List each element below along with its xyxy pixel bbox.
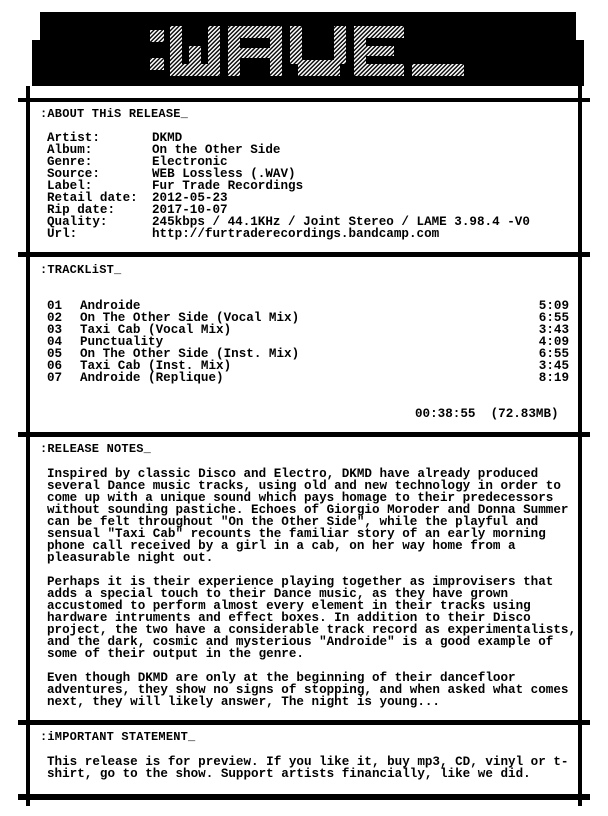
track-time: 4:09: [538, 335, 569, 349]
divider-1: [18, 252, 590, 257]
wave-logo: [148, 20, 468, 82]
field-label: Source:: [47, 167, 100, 181]
field-value: 2012-05-23: [152, 191, 228, 205]
track-time: 6:55: [538, 311, 569, 325]
track-number: 06: [47, 359, 63, 373]
track-number: 04: [47, 335, 63, 349]
field-value: Electronic: [152, 155, 228, 169]
track-title: On The Other Side (Inst. Mix): [80, 347, 300, 361]
field-value: Fur Trade Recordings: [152, 179, 304, 193]
track-title: Punctuality: [80, 335, 164, 349]
about-title: :ABOUT THiS RELEASE_: [40, 107, 189, 121]
field-label: Album:: [47, 143, 93, 157]
field-value[interactable]: http://furtraderecordings.bandcamp.com: [152, 227, 440, 241]
track-title: Taxi Cab (Inst. Mix): [80, 359, 232, 373]
field-label: Quality:: [47, 215, 108, 229]
field-label: Artist:: [47, 131, 100, 145]
notes-paragraph: Perhaps it is their experience playing together as improvisers that adds a special touch to their Dance music, as they have grown accustomed to perform almost every element in their tracks using hardware intruments and effect boxes. In addition to their Disco project, the two have a considerable track record as experimentalists, and the dark, cosmic and mysterious "Androide" is a good example of some of their output in the genre.: [47, 575, 577, 661]
notes-title: :RELEASE NOTES_: [40, 442, 152, 456]
notes-paragraph: Even though DKMD are only at the beginning of their dancefloor adventures, they show no signs of stopping, and when asked what comes next, they will likely answer, The night is young...: [47, 671, 569, 709]
track-title: Taxi Cab (Vocal Mix): [80, 323, 232, 337]
field-label: Retail date:: [47, 191, 138, 205]
field-label: Label:: [47, 179, 93, 193]
track-time: 8:19: [538, 371, 569, 385]
track-title: Androide: [80, 299, 141, 313]
field-label: Rip date:: [47, 203, 116, 217]
frame-left: [26, 86, 30, 806]
field-value: 2017-10-07: [152, 203, 228, 217]
field-value: WEB Lossless (.WAV): [152, 167, 296, 181]
field-value: DKMD: [152, 131, 183, 145]
tracklist-title: :TRACKLiST_: [40, 263, 122, 277]
field-label: Genre:: [47, 155, 93, 169]
track-number: 05: [47, 347, 63, 361]
divider-2: [18, 432, 590, 437]
track-number: 07: [47, 371, 63, 385]
divider-3: [18, 720, 590, 725]
track-row: [47, 372, 569, 384]
track-time: 6:55: [538, 347, 569, 361]
track-time: 3:45: [538, 359, 569, 373]
field-value: 245kbps / 44.1KHz / Joint Stereo / LAME 3.98.4 -V0: [152, 215, 530, 229]
statement-title: :iMPORTANT STATEMENT_: [40, 730, 196, 744]
statement-text: This release is for preview. If you like it, buy mp3, CD, vinyl or t-shirt, go to the show. Support artists financially, like we did.: [47, 755, 569, 781]
frame-bottom: [18, 794, 590, 800]
frame-top: [18, 98, 590, 102]
track-number: 03: [47, 323, 63, 337]
tracklist-total: 00:38:55 (72.83MB): [415, 407, 559, 421]
track-number: 01: [47, 299, 63, 313]
track-time: 3:43: [538, 323, 569, 337]
track-time: 5:09: [538, 299, 569, 313]
field-label: Url:: [47, 227, 78, 241]
track-title: On The Other Side (Vocal Mix): [80, 311, 300, 325]
track-number: 02: [47, 311, 63, 325]
field-value: On the Other Side: [152, 143, 281, 157]
notes-paragraph: Inspired by classic Disco and Electro, DKMD have already produced several Dance music tracks, using old and new technology in order to come up with a unique sound which pays homage to their predecessors without sounding pastiche. Echoes of Giorgio Moroder and Donna Summer can be felt throughout "On the Other Side", while the playful and sensual "Taxi Cab" recounts the familiar story of an early morning phone call received by a girl in a cab, on her way home from a pleasurable night out.: [47, 467, 569, 565]
track-title: Androide (Replique): [80, 371, 224, 385]
